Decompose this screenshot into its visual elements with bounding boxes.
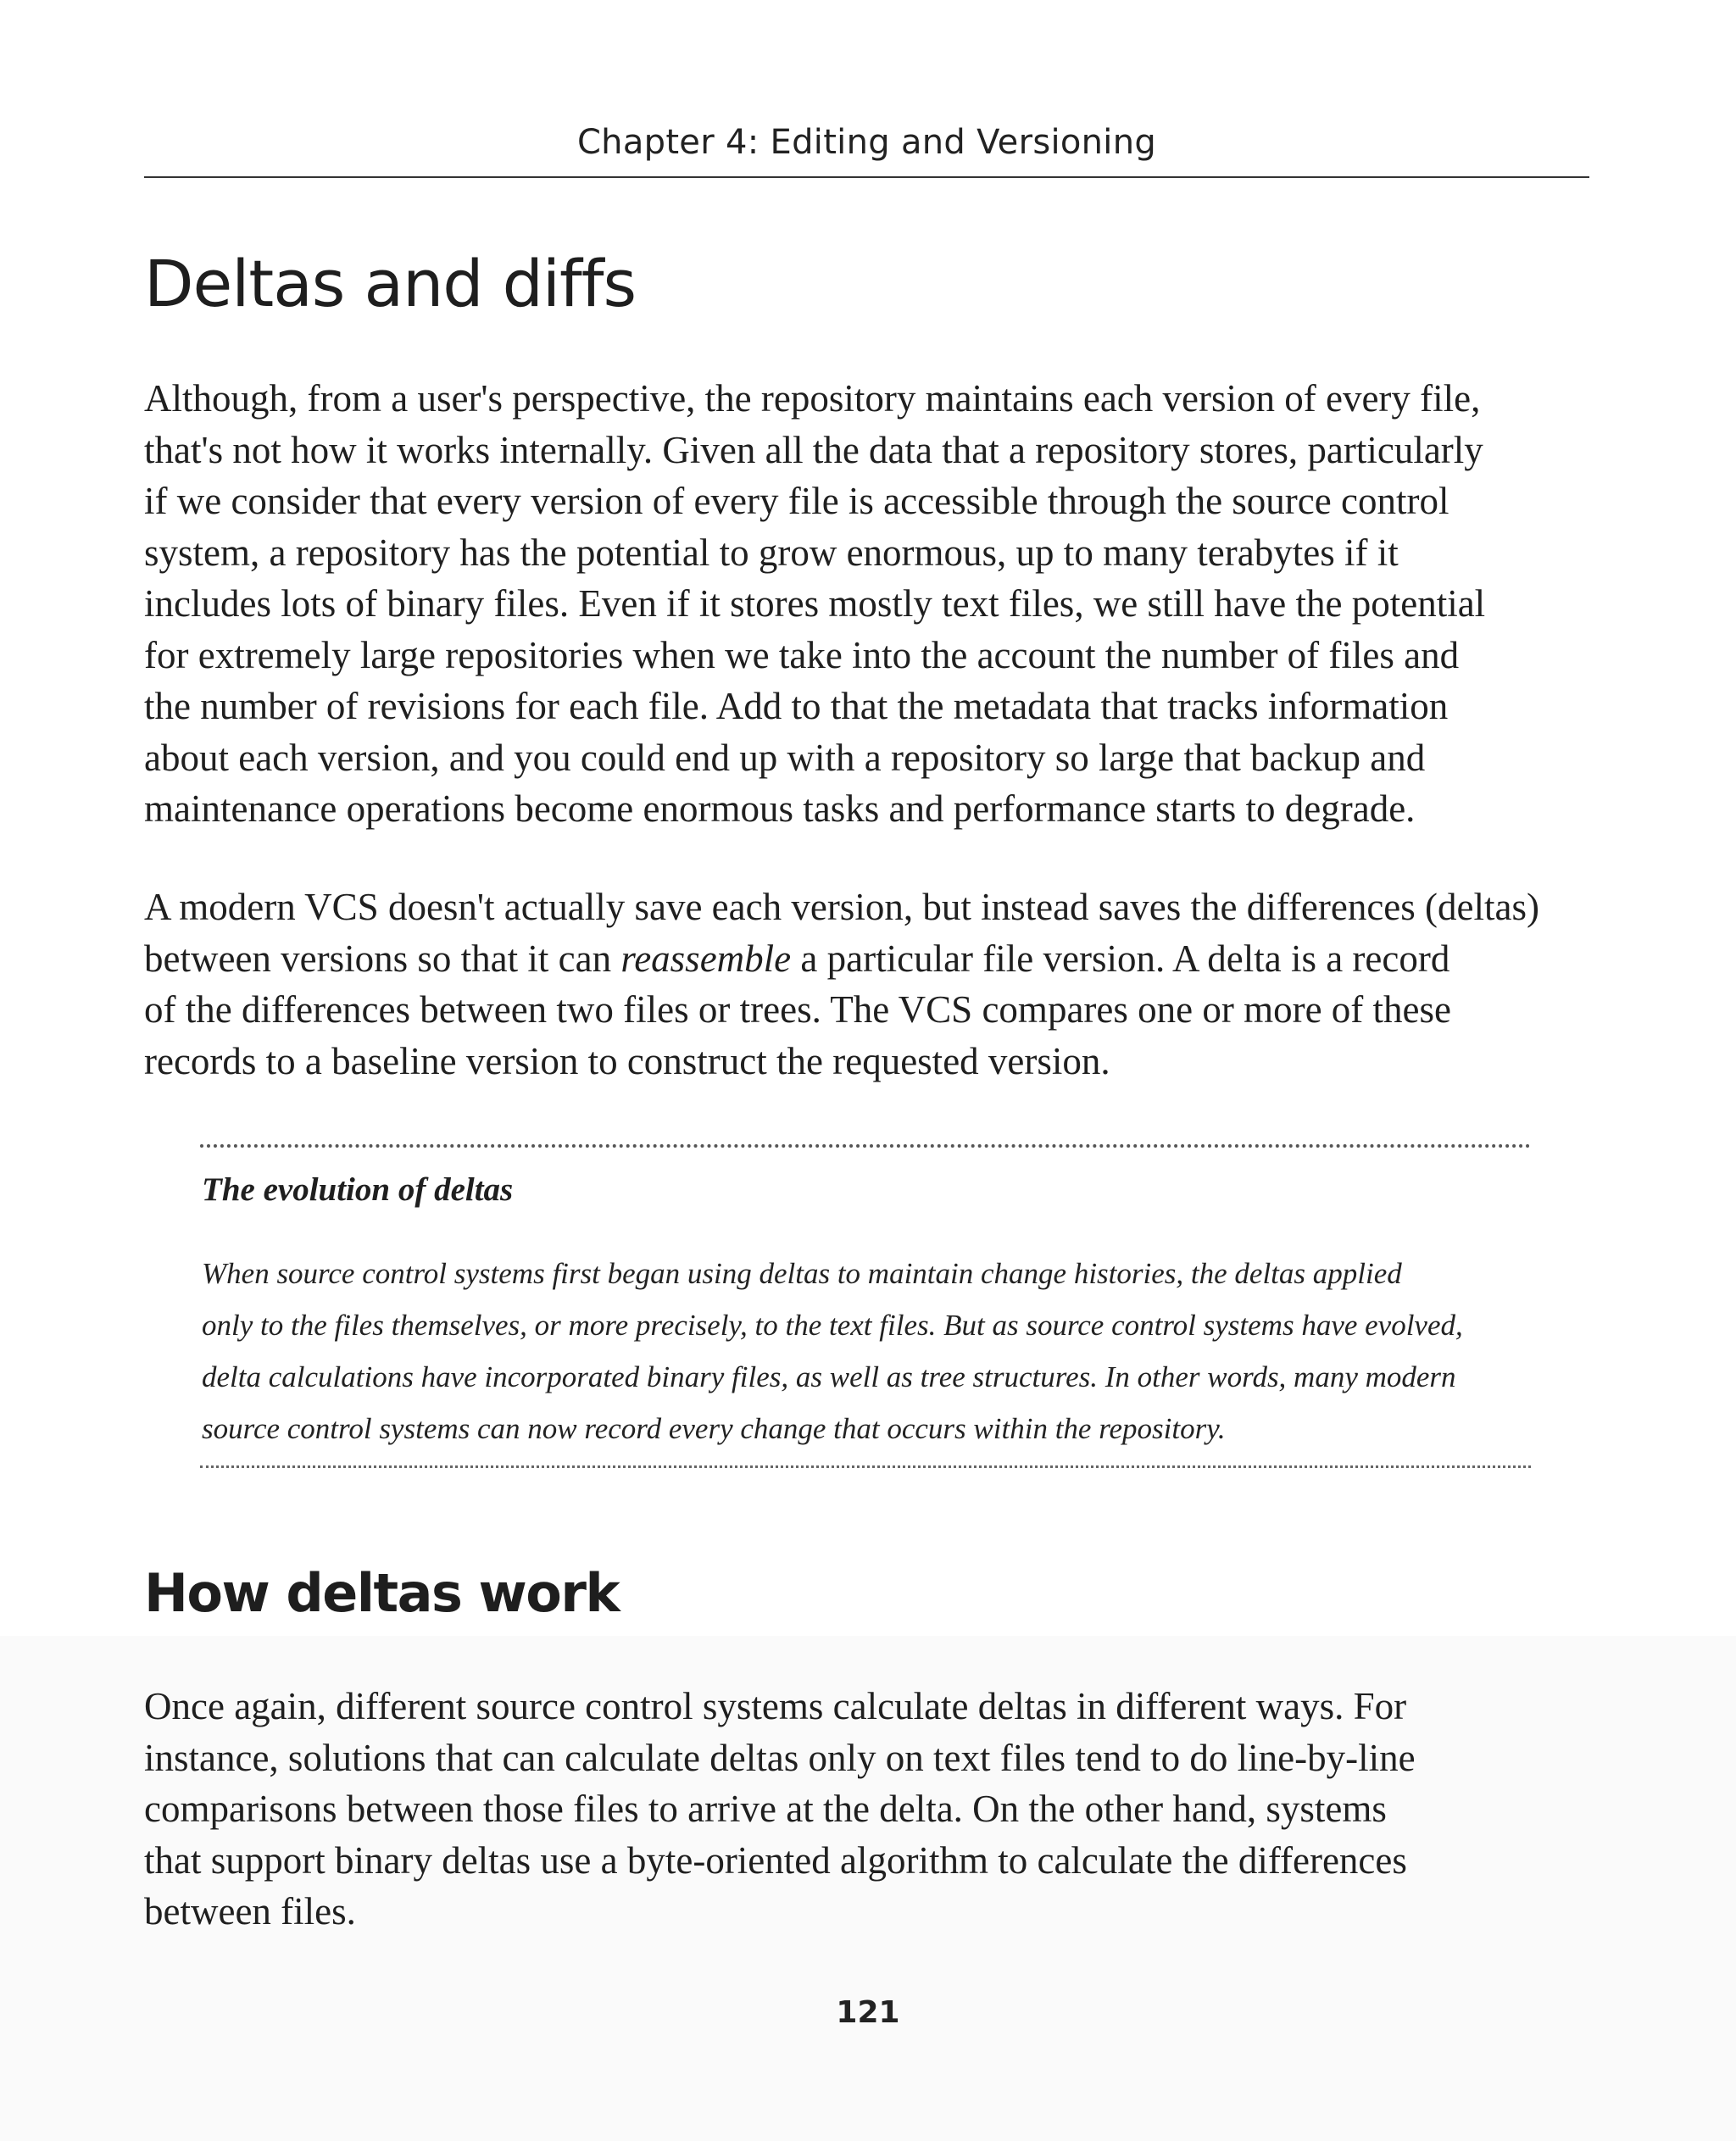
text-line: between files. (144, 1890, 356, 1932)
running-header: Chapter 4: Editing and Versioning (144, 112, 1589, 178)
sidebar-note-box (200, 1144, 1531, 1468)
text-line: records to a baseline version to construct the requested version. (144, 1039, 1110, 1082)
text-line (144, 933, 1594, 985)
text-line: the number of revisions for each file. Add to that the metadata that tracks information (144, 685, 1449, 727)
text-line: for extremely large repositories when we take into the account the number of files and (144, 633, 1460, 676)
text-run: a particular file version. A delta is a record (791, 937, 1450, 980)
text-run: between versions so that it can (144, 937, 621, 980)
sidebar-text-line: source control systems can now record every change that occurs within the repository. (202, 1412, 1226, 1445)
text-line: Although, from a user's perspective, the repository maintains each version of every file, (144, 377, 1481, 420)
section-heading-deltas-and-diffs: Deltas and diffs (144, 246, 637, 321)
paragraph-delta-calculation (144, 1681, 1594, 1938)
sidebar-text-line: delta calculations have incorporated binary files, as well as tree structures. In other words, many modern (202, 1360, 1456, 1393)
emphasis-reassemble: reassemble (620, 937, 792, 980)
text-line: Once again, different source control systems calculate deltas in different ways. For (144, 1685, 1407, 1727)
text-line: that support binary deltas use a byte-oriented algorithm to calculate the differences (144, 1838, 1407, 1882)
text-line: about each version, and you could end up with a repository so large that backup and (144, 736, 1426, 779)
text-line: instance, solutions that can calculate deltas only on text files tend to do line-by-line (144, 1736, 1416, 1779)
page-number: 121 (836, 1995, 900, 2030)
paragraph-repository-size (144, 373, 1594, 835)
text-line: maintenance operations become enormous tasks and performance starts to degrade. (144, 787, 1416, 830)
text-line: includes lots of binary files. Even if it stores mostly text files, we still have the potential (144, 582, 1486, 625)
sidebar-text-line: only to the files themselves, or more precisely, to the text files. But as source control systems have evolved, (202, 1309, 1463, 1342)
text-line: comparisons between those files to arrive at the delta. On the other hand, systems (144, 1788, 1387, 1830)
sidebar-text-line: When source control systems first began using deltas to maintain change histories, the deltas applied (202, 1257, 1402, 1290)
paragraph-modern-vcs (144, 881, 1594, 1087)
section-heading-how-deltas-work: How deltas work (144, 1562, 620, 1624)
text-line: if we consider that every version of every file is accessible through the source control (144, 480, 1449, 522)
text-line: A modern VCS doesn't actually save each version, but instead saves the differences (deltas) (144, 886, 1539, 928)
sidebar-title: The evolution of deltas (202, 1171, 514, 1208)
text-line: of the differences between two files or trees. The VCS compares one or more of these (144, 988, 1451, 1031)
text-line: system, a repository has the potential to grow enormous, up to many terabytes if it (144, 531, 1399, 574)
text-line: that's not how it works internally. Given all the data that a repository stores, particularly (144, 428, 1483, 471)
sidebar-body (202, 1248, 1529, 1454)
